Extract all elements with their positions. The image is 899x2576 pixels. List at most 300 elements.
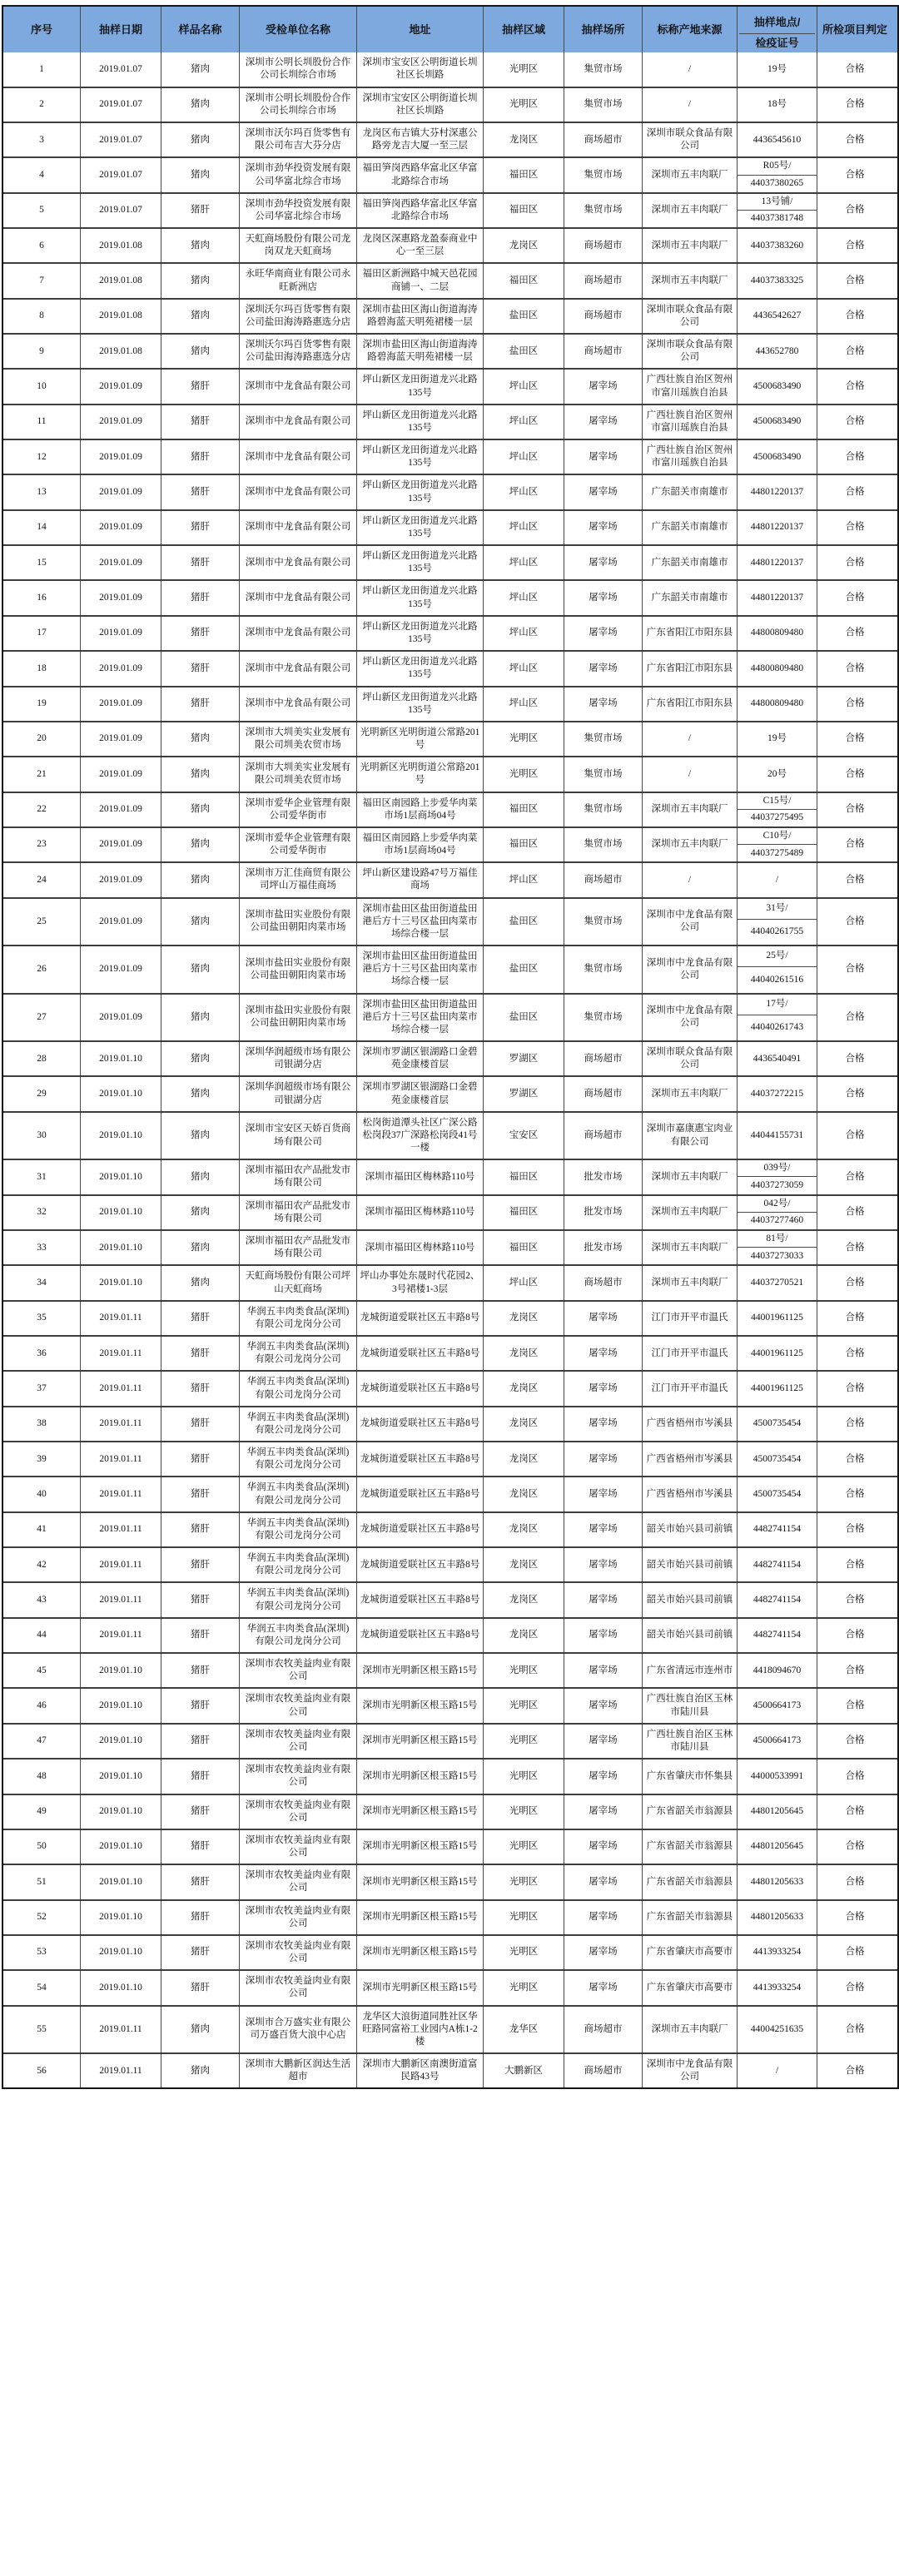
cell-source: 深圳市联众食品有限公司 — [643, 300, 738, 333]
cell-cert-code: 44037273059 — [750, 1179, 804, 1190]
cell-cert-number: 44801205645 — [738, 1830, 817, 1864]
cell-district: 福田区 — [484, 793, 564, 826]
cell-address: 龙城街道爱联社区五丰路8号 — [357, 1548, 484, 1581]
cell-source: 深圳市中龙食品有限公司 — [643, 995, 738, 1041]
cell-unit: 深圳市农牧美益肉业有限公司 — [240, 1830, 357, 1864]
cell-district: 光明区 — [484, 757, 564, 791]
cell-place: 集贸市场 — [564, 828, 643, 861]
cell-district: 坪山区 — [484, 405, 564, 439]
table-row — [3, 1300, 897, 1335]
cell-cert-code: 44037277460 — [750, 1215, 804, 1226]
cell-sample: 猪肝 — [161, 1548, 240, 1581]
table-row — [3, 1829, 897, 1864]
cell-serial: 20 — [3, 722, 81, 756]
cell-cert-number: 44037383260 — [738, 229, 817, 262]
cell-cert-number: 4418094670 — [738, 1654, 817, 1687]
cell-address: 深圳市盐田区盐田街道盐田港后方十三号区盐田肉菜市场综合楼一层 — [357, 995, 484, 1041]
cell-sample: 猪肝 — [161, 1442, 240, 1476]
cell-cert-number: 4413933254 — [738, 1971, 817, 2004]
cell-place: 屠宰场 — [564, 1971, 643, 2004]
cell-date: 2019.01.09 — [81, 370, 161, 403]
cell-source: 深圳市五丰肉联厂 — [643, 828, 738, 861]
cell-serial: 54 — [3, 1971, 81, 2004]
cell-result: 合格 — [845, 1524, 865, 1535]
cell-address: 坪山新区龙田街道龙兴北路135号 — [357, 652, 484, 685]
cell-result: 合格 — [845, 1277, 865, 1288]
cell-source: 广东省清远市连州市 — [643, 1654, 738, 1687]
cell-district: 坪山区 — [484, 546, 564, 579]
cell-date: 2019.01.11 — [81, 1302, 161, 1335]
cell-result: 合格 — [845, 1129, 865, 1140]
cell-serial: 24 — [3, 863, 81, 896]
cell-source: 广东省韶关市翁源县 — [643, 1830, 738, 1864]
cell-address: 深圳市盐田区海山街道海涛路碧海蓝天明苑裙楼一层 — [357, 300, 484, 333]
cell-sample: 猪肉 — [161, 300, 240, 333]
cell-result: 合格 — [845, 1876, 865, 1887]
cell-serial: 18 — [3, 652, 81, 685]
cell-place: 屠宰场 — [564, 1654, 643, 1687]
table-row — [3, 826, 897, 861]
cell-result: 合格 — [845, 240, 865, 251]
cell-source: 韶关市始兴县司前镇 — [643, 1548, 738, 1581]
cell-serial: 31 — [3, 1160, 81, 1194]
cell-place: 商场超市 — [564, 229, 643, 262]
cell-cert-location: C10号/ — [738, 828, 817, 845]
cell-district: 龙岗区 — [484, 1513, 564, 1546]
cell-date: 2019.01.07 — [81, 88, 161, 122]
cell-cert-number — [738, 793, 817, 826]
cell-unit: 深圳市宝安区天娇百货商场有限公司 — [240, 1113, 357, 1159]
cell-sample: 猪肝 — [161, 652, 240, 685]
cell-place: 商场超市 — [564, 1266, 643, 1299]
cell-source: 江门市开平市温氏 — [643, 1372, 738, 1405]
cell-place: 屠宰场 — [564, 1936, 643, 1969]
cell-cert-location: 13号铺/ — [738, 194, 817, 211]
cell-sample: 猪肝 — [161, 1654, 240, 1687]
cell-place: 商场超市 — [564, 863, 643, 896]
table-row — [3, 650, 897, 685]
cell-result: 合格 — [845, 1348, 865, 1358]
cell-result: 合格 — [845, 522, 865, 533]
cell-unit: 深圳市中龙食品有限公司 — [240, 652, 357, 685]
table-body — [3, 52, 897, 2087]
cell-district: 龙岗区 — [484, 1619, 564, 1652]
cell-sample: 猪肉 — [161, 158, 240, 191]
cell-sample: 猪肉 — [161, 2054, 240, 2087]
cell-date: 2019.01.10 — [81, 1113, 161, 1159]
cell-place: 商场超市 — [564, 264, 643, 297]
table-row — [3, 1111, 897, 1159]
cell-serial: 19 — [3, 687, 81, 721]
cell-date: 2019.01.10 — [81, 1971, 161, 2004]
cell-date: 2019.01.10 — [81, 1830, 161, 1864]
cell-cert-location: 25号/ — [738, 946, 817, 967]
cell-result: 合格 — [845, 1982, 865, 1993]
cell-district: 坪山区 — [484, 370, 564, 403]
cell-place: 集贸市场 — [564, 995, 643, 1041]
cell-sample: 猪肉 — [161, 88, 240, 122]
cell-district: 福田区 — [484, 158, 564, 191]
cell-address: 龙城街道爱联社区五丰路8号 — [357, 1372, 484, 1405]
cell-serial: 1 — [3, 52, 81, 86]
cell-source: 深圳市联众食品有限公司 — [643, 335, 738, 368]
cell-place: 屠宰场 — [564, 1795, 643, 1829]
cell-place: 屠宰场 — [564, 1583, 643, 1616]
cell-source: / — [643, 88, 738, 122]
cell-serial: 47 — [3, 1725, 81, 1758]
column-header-sample: 样品名称 — [161, 7, 240, 52]
table-row — [3, 474, 897, 509]
cell-serial: 36 — [3, 1337, 81, 1370]
table-row — [3, 368, 897, 403]
cell-unit: 深圳市农牧美益肉业有限公司 — [240, 1689, 357, 1722]
cell-result: 合格 — [845, 1700, 865, 1711]
cell-source: / — [643, 52, 738, 86]
cell-district: 坪山区 — [484, 863, 564, 896]
cell-address: 龙岗区深惠路龙盈泰商业中心一至三层 — [357, 229, 484, 262]
cell-district: 福田区 — [484, 194, 564, 227]
cell-address: 龙城街道爱联社区五丰路8号 — [357, 1513, 484, 1546]
cell-unit: 深圳市大圳美实业发展有限公司圳美农贸市场 — [240, 757, 357, 791]
column-header-result: 所检项目判定 — [822, 23, 887, 37]
table-row — [3, 262, 897, 297]
cell-district: 盐田区 — [484, 946, 564, 993]
cell-cert-location: 81号/ — [738, 1231, 817, 1248]
cell-cert-number: 44801220137 — [738, 581, 817, 614]
cell-place: 商场超市 — [564, 123, 643, 156]
cell-unit: 深圳市福田农产品批发市场有限公司 — [240, 1196, 357, 1229]
cell-cert-number: 4500664173 — [738, 1725, 817, 1758]
cell-result: 合格 — [845, 1630, 865, 1640]
cell-date: 2019.01.09 — [81, 581, 161, 614]
cell-sample: 猪肝 — [161, 1337, 240, 1370]
cell-address: 深圳市光明新区根玉路15号 — [357, 1936, 484, 1969]
table-row — [3, 1581, 897, 1616]
cell-district: 光明区 — [484, 1689, 564, 1722]
cell-unit: 深圳华润超级市场有限公司银湖分店 — [240, 1042, 357, 1075]
cell-cert-number: 44801220137 — [738, 475, 817, 509]
table-row — [3, 156, 897, 191]
cell-district: 光明区 — [484, 1971, 564, 2004]
cell-date: 2019.01.08 — [81, 229, 161, 262]
cell-district: 光明区 — [484, 1654, 564, 1687]
cell-date: 2019.01.11 — [81, 2054, 161, 2087]
cell-address: 福田笋岗西路华富北区华富北路综合市场 — [357, 158, 484, 191]
cell-district: 坪山区 — [484, 617, 564, 650]
cell-place: 屠宰场 — [564, 617, 643, 650]
cell-district: 坪山区 — [484, 581, 564, 614]
table-row — [3, 1511, 897, 1546]
cell-source: 韶关市始兴县司前镇 — [643, 1513, 738, 1546]
cell-district: 福田区 — [484, 1160, 564, 1194]
cell-unit: 深圳市万汇佳商贸有限公司坪山万福佳商场 — [240, 863, 357, 896]
cell-result: 合格 — [845, 2065, 865, 2076]
cell-place: 商场超市 — [564, 2054, 643, 2087]
cell-cert-number: 4413933254 — [738, 1936, 817, 1969]
cell-unit: 华润五丰肉类食品(深圳)有限公司龙岗分公司 — [240, 1442, 357, 1476]
cell-serial: 6 — [3, 229, 81, 262]
cell-sample: 猪肉 — [161, 757, 240, 791]
cell-serial: 32 — [3, 1196, 81, 1229]
cell-cert-number: 44801205645 — [738, 1795, 817, 1829]
cell-address: 龙城街道爱联社区五丰路8号 — [357, 1337, 484, 1370]
cell-result: 合格 — [845, 1011, 865, 1022]
cell-date: 2019.01.09 — [81, 652, 161, 685]
cell-date: 2019.01.08 — [81, 300, 161, 333]
cell-cert-number: 4500735454 — [738, 1477, 817, 1511]
cell-sample: 猪肝 — [161, 1372, 240, 1405]
cell-date: 2019.01.10 — [81, 1689, 161, 1722]
cell-unit: 深圳市盐田实业股份有限公司盐田朝阳肉菜市场 — [240, 946, 357, 993]
cell-result: 合格 — [845, 1382, 865, 1393]
cell-cert-number: 44044155731 — [738, 1113, 817, 1159]
cell-serial: 8 — [3, 300, 81, 333]
cell-address: 深圳市宝安区公明街道长圳社区长圳路 — [357, 52, 484, 86]
cell-result: 合格 — [845, 733, 865, 744]
cell-sample: 猪肉 — [161, 229, 240, 262]
cell-unit: 深圳市农牧美益肉业有限公司 — [240, 1795, 357, 1829]
cell-address: 深圳市光明新区根玉路15号 — [357, 1725, 484, 1758]
cell-cert-number: 4482741154 — [738, 1513, 817, 1546]
cell-sample: 猪肝 — [161, 1513, 240, 1546]
table-row — [3, 1899, 897, 1934]
cell-serial: 41 — [3, 1513, 81, 1546]
cell-serial: 4 — [3, 158, 81, 191]
cell-address: 深圳市福田区梅林路110号 — [357, 1160, 484, 1194]
cell-address: 龙岗区布吉镇大芬村深惠公路旁龙吉大厦一至三层 — [357, 123, 484, 156]
cell-place: 屠宰场 — [564, 405, 643, 439]
cell-cert-location: R05号/ — [738, 158, 817, 175]
cell-serial: 26 — [3, 946, 81, 993]
cell-result: 合格 — [845, 1595, 865, 1606]
cell-sample: 猪肉 — [161, 828, 240, 861]
cell-place: 集贸市场 — [564, 158, 643, 191]
cell-result: 合格 — [845, 1053, 865, 1064]
cell-date: 2019.01.10 — [81, 1936, 161, 1969]
cell-address: 福田区新洲路中城天邑花园商铺一、二层 — [357, 264, 484, 297]
cell-place: 屠宰场 — [564, 1477, 643, 1511]
cell-source: 广东省肇庆市高要市 — [643, 1936, 738, 1969]
cell-sample: 猪肝 — [161, 440, 240, 474]
cell-unit: 深圳市劲华投资发展有限公司华富北综合市场 — [240, 158, 357, 191]
cell-district: 福田区 — [484, 264, 564, 297]
cell-sample: 猪肝 — [161, 687, 240, 721]
cell-result: 合格 — [845, 380, 865, 391]
cell-place: 集贸市场 — [564, 194, 643, 227]
cell-cert-number: 19号 — [738, 52, 817, 86]
cell-place: 集贸市场 — [564, 757, 643, 791]
cell-sample: 猪肝 — [161, 511, 240, 544]
cell-serial: 50 — [3, 1830, 81, 1864]
column-header-serial: 序号 — [3, 7, 81, 52]
cell-date: 2019.01.09 — [81, 828, 161, 861]
table-row — [3, 1370, 897, 1405]
cell-district: 宝安区 — [484, 1113, 564, 1159]
table-row — [3, 993, 897, 1041]
cell-result: 合格 — [845, 1735, 865, 1746]
cell-unit: 深圳市中龙食品有限公司 — [240, 511, 357, 544]
cell-date: 2019.01.11 — [81, 2007, 161, 2053]
cell-unit: 天虹商场股份有限公司龙岗双龙天虹商场 — [240, 229, 357, 262]
table-row — [3, 721, 897, 756]
cell-address: 深圳市大鹏新区南澳街道富民路43号 — [357, 2054, 484, 2087]
cell-sample: 猪肉 — [161, 1160, 240, 1194]
cell-district: 盐田区 — [484, 995, 564, 1041]
table-row — [3, 1075, 897, 1110]
cell-date: 2019.01.11 — [81, 1477, 161, 1511]
cell-source: 广东韶关市南雄市 — [643, 511, 738, 544]
cell-date: 2019.01.09 — [81, 405, 161, 439]
cell-sample: 猪肉 — [161, 1077, 240, 1110]
cell-source: 深圳市五丰肉联厂 — [643, 1196, 738, 1229]
cell-cert-number: 4482741154 — [738, 1619, 817, 1652]
cell-result: 合格 — [845, 839, 865, 850]
cell-cert-number: / — [738, 2054, 817, 2087]
cell-date: 2019.01.11 — [81, 1337, 161, 1370]
cell-address: 福田区南园路上步爱华肉菜市场1层商场04号 — [357, 828, 484, 861]
cell-address: 龙城街道爱联社区五丰路8号 — [357, 1477, 484, 1511]
cell-cert-number — [738, 158, 817, 191]
cell-district: 坪山区 — [484, 475, 564, 509]
table-row — [3, 792, 897, 826]
column-header-cert-location: 抽样地点/ — [739, 12, 815, 34]
cell-source: 广西壮族自治区玉林市陆川县 — [643, 1689, 738, 1722]
cell-address: 深圳市光明新区根玉路15号 — [357, 1901, 484, 1934]
cell-source: 广东省韶关市翁源县 — [643, 1795, 738, 1829]
cell-unit: 深圳市中龙食品有限公司 — [240, 581, 357, 614]
cell-source: 广东省阳江市阳东县 — [643, 652, 738, 685]
cell-source: 深圳市五丰肉联厂 — [643, 264, 738, 297]
cell-place: 批发市场 — [564, 1231, 643, 1264]
cell-unit: 深圳市农牧美益肉业有限公司 — [240, 1654, 357, 1687]
cell-sample: 猪肉 — [161, 52, 240, 86]
table-row — [3, 1194, 897, 1229]
cell-sample: 猪肝 — [161, 1865, 240, 1898]
cell-date: 2019.01.09 — [81, 946, 161, 993]
cell-place: 屠宰场 — [564, 370, 643, 403]
cell-district: 光明区 — [484, 722, 564, 756]
cell-source: 深圳市嘉康惠宝肉业有限公司 — [643, 1113, 738, 1159]
cell-sample: 猪肝 — [161, 1477, 240, 1511]
cell-sample: 猪肝 — [161, 405, 240, 439]
cell-place: 屠宰场 — [564, 652, 643, 685]
cell-sample: 猪肝 — [161, 1407, 240, 1441]
cell-serial: 40 — [3, 1477, 81, 1511]
cell-result: 合格 — [845, 1313, 865, 1323]
cell-source: 深圳市五丰肉联厂 — [643, 194, 738, 227]
cell-source: 江门市开平市温氏 — [643, 1302, 738, 1335]
cell-address: 深圳市盐田区盐田街道盐田港后方十三号区盐田肉菜市场综合楼一层 — [357, 946, 484, 993]
cell-place: 集贸市场 — [564, 722, 643, 756]
cell-result: 合格 — [845, 487, 865, 498]
cell-place: 屠宰场 — [564, 1865, 643, 1898]
cell-place: 屠宰场 — [564, 1513, 643, 1546]
cell-date: 2019.01.10 — [81, 1865, 161, 1898]
cell-place: 集贸市场 — [564, 793, 643, 826]
cell-district: 福田区 — [484, 1231, 564, 1264]
cell-cert-number: 44800809480 — [738, 687, 817, 721]
cell-cert-number: 44037383325 — [738, 264, 817, 297]
table-row — [3, 122, 897, 156]
cell-address: 深圳市光明新区根玉路15号 — [357, 1795, 484, 1829]
cell-cert-number: 44801220137 — [738, 546, 817, 579]
cell-address: 龙华区大浪街道同胜社区华旺路同富裕工业园内A栋1-2楼 — [357, 2007, 484, 2053]
cell-sample: 猪肉 — [161, 793, 240, 826]
cell-unit: 深圳市中龙食品有限公司 — [240, 687, 357, 721]
cell-source: 广西壮族自治区玉林市陆川县 — [643, 1725, 738, 1758]
cell-serial: 15 — [3, 546, 81, 579]
cell-result: 合格 — [845, 1559, 865, 1570]
cell-cert-code: 44037381748 — [750, 213, 804, 224]
cell-sample: 猪肝 — [161, 1583, 240, 1616]
cell-result: 合格 — [845, 1947, 865, 1958]
cell-unit: 深圳市中龙食品有限公司 — [240, 440, 357, 474]
cell-address: 坪山新区龙田街道龙兴北路135号 — [357, 687, 484, 721]
cell-cert-number — [738, 194, 817, 227]
cell-district: 坪山区 — [484, 511, 564, 544]
cell-address: 龙城街道爱联社区五丰路8号 — [357, 1619, 484, 1652]
cell-place: 屠宰场 — [564, 1689, 643, 1722]
cell-cert-number: 44004251635 — [738, 2007, 817, 2053]
cell-cert-number: 44800809480 — [738, 617, 817, 650]
cell-serial: 3 — [3, 123, 81, 156]
table-row — [3, 1934, 897, 1969]
cell-address: 坪山新区龙田街道龙兴北路135号 — [357, 546, 484, 579]
cell-address: 深圳市光明新区根玉路15号 — [357, 1830, 484, 1864]
cell-address: 坪山新区龙田街道龙兴北路135号 — [357, 617, 484, 650]
column-header-date: 抽样日期 — [81, 7, 161, 52]
cell-date: 2019.01.09 — [81, 511, 161, 544]
column-header-cert — [738, 7, 817, 52]
cell-unit: 华润五丰肉类食品(深圳)有限公司龙岗分公司 — [240, 1619, 357, 1652]
cell-serial: 23 — [3, 828, 81, 861]
cell-place: 集贸市场 — [564, 946, 643, 993]
table-row — [3, 404, 897, 439]
cell-address: 深圳市盐田区盐田街道盐田港后方十三号区盐田肉菜市场综合楼一层 — [357, 899, 484, 946]
cell-sample: 猪肉 — [161, 1231, 240, 1264]
cell-address: 龙城街道爱联社区五丰路8号 — [357, 1302, 484, 1335]
cell-cert-number: 4500683490 — [738, 370, 817, 403]
table-row — [3, 756, 897, 791]
cell-result: 合格 — [845, 99, 865, 110]
cell-place: 屠宰场 — [564, 687, 643, 721]
table-row — [3, 439, 897, 474]
cell-date: 2019.01.09 — [81, 475, 161, 509]
cell-date: 2019.01.11 — [81, 1548, 161, 1581]
table-row — [3, 1969, 897, 2004]
cell-place: 屠宰场 — [564, 581, 643, 614]
cell-unit: 华润五丰肉类食品(深圳)有限公司龙岗分公司 — [240, 1583, 357, 1616]
table-row — [3, 1335, 897, 1370]
cell-sample: 猪肉 — [161, 995, 240, 1041]
cell-result: 合格 — [845, 1171, 865, 1182]
cell-sample: 猪肉 — [161, 1266, 240, 1299]
cell-sample: 猪肝 — [161, 1302, 240, 1335]
cell-date: 2019.01.10 — [81, 1160, 161, 1194]
cell-date: 2019.01.11 — [81, 1583, 161, 1616]
cell-date: 2019.01.11 — [81, 1372, 161, 1405]
cell-serial: 49 — [3, 1795, 81, 1829]
table-row — [3, 1687, 897, 1722]
cell-district: 龙岗区 — [484, 1407, 564, 1441]
cell-date: 2019.01.10 — [81, 1042, 161, 1075]
table-row — [3, 544, 897, 579]
cell-serial: 29 — [3, 1077, 81, 1110]
cell-serial: 37 — [3, 1372, 81, 1405]
cell-date: 2019.01.10 — [81, 1795, 161, 1829]
cell-result: 合格 — [845, 663, 865, 673]
inspection-table — [2, 5, 899, 2089]
